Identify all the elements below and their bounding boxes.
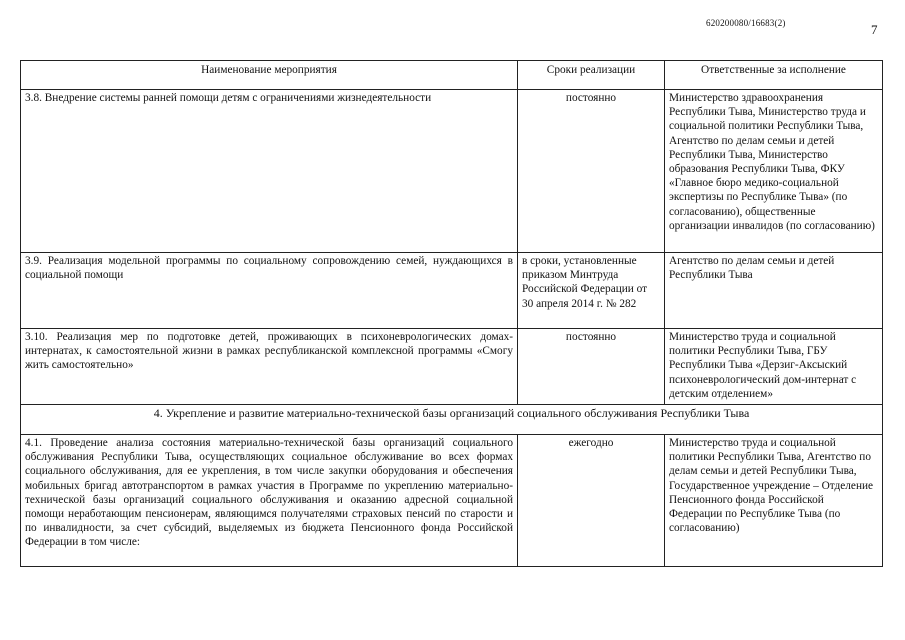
table-row xyxy=(21,435,883,567)
column-header-name: Наименование мероприятия xyxy=(21,61,518,90)
activity-term: ежегодно xyxy=(518,435,665,567)
column-header-term: Сроки реализации xyxy=(518,61,665,90)
activity-name: 3.8. Внедрение системы ранней помощи детям с ограничениями жизнедеятельности xyxy=(21,90,518,253)
activity-term: в сроки, установленные приказом Минтруда Российской Федерации от 30 апреля 2014 г. № 282 xyxy=(518,253,665,329)
page-number: 7 xyxy=(871,22,878,37)
table-header-row xyxy=(21,61,883,90)
activity-name: 4.1. Проведение анализа состояния материально-технической базы организаций социального обслуживания Республики Тыва, осуществляющих социальное обслуживание во всех формах социального обслуживания, для ее укрепления, в том числе закупки оборудования и обеспечения мобильных бригад автотранспортом в рамках участия в Программе по укреплению материально-технической базы организаций социального обслуживания и оказанию адресной социальной помощи неработающим пенсионерам, являющимся получателями страховых пенсий по старости и по инвалидности, за счет субсидий, выделяемых из бюджета Пенсионного фонда Российской Федерации в том числе: xyxy=(21,435,518,567)
activity-responsible: Министерство труда и социальной политики Республики Тыва, Агентство по делам семьи и детей Республики Тыва, Государственное учреждение – Отделение Пенсионного фонда Российской Федерации по Республике Тыва (по согласованию) xyxy=(665,435,883,567)
activity-responsible: Министерство труда и социальной политики Республики Тыва, ГБУ Республики Тыва «Дерзиг-Аксыский психоневрологический дом-интернат с детским отделением» xyxy=(665,329,883,405)
table-row xyxy=(21,90,883,253)
activity-name: 3.9. Реализация модельной программы по социальному сопровождению семей, нуждающихся в социальной помощи xyxy=(21,253,518,329)
activity-responsible: Министерство здравоохранения Республики Тыва, Министерство труда и социальной политики Республики Тыва, Агентство по делам семьи и детей Республики Тыва, Министерство образования Республики Тыва, ФКУ «Главное бюро медико-социальной экспертизы по Республике Тыва» (по согласованию), общественные организации инвалидов (по согласованию) xyxy=(665,90,883,253)
table-row xyxy=(21,329,883,405)
activity-name: 3.10. Реализация мер по подготовке детей, проживающих в психоневрологических домах-интернатах, к самостоятельной жизни в рамках республиканской комплексной программы «Смогу жить самостоятельно» xyxy=(21,329,518,405)
activity-term: постоянно xyxy=(518,90,665,253)
activity-responsible: Агентство по делам семьи и детей Республики Тыва xyxy=(665,253,883,329)
section-heading-row xyxy=(21,405,883,435)
document-registration-number: 620200080/16683(2) xyxy=(706,18,786,28)
activity-term: постоянно xyxy=(518,329,665,405)
table-row xyxy=(21,253,883,329)
section-title: 4. Укрепление и развитие материально-технической базы организаций социального обслуживания Республики Тыва xyxy=(21,405,883,435)
activities-table xyxy=(20,60,883,567)
column-header-responsible: Ответственные за исполнение xyxy=(665,61,883,90)
